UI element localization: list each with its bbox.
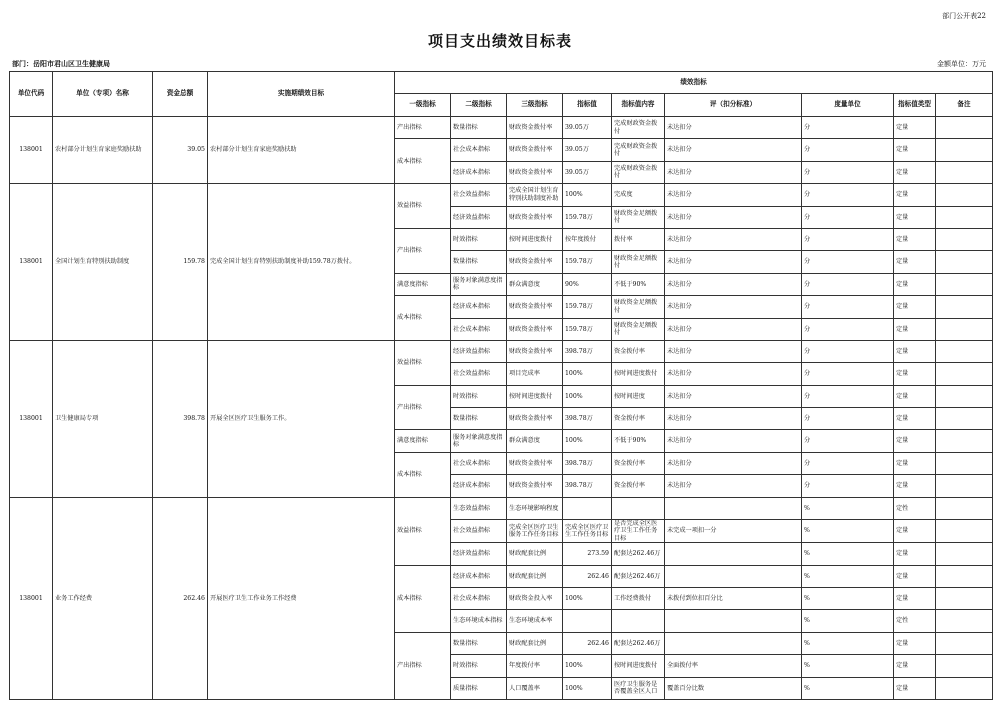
value-type-cell: 定性	[894, 610, 936, 632]
header-content: 指标值内容	[612, 94, 665, 117]
level3-cell: 财政配套比例	[507, 543, 563, 565]
level2-cell: 数量指标	[451, 632, 507, 654]
amount-unit-label: 金额单位：万元	[937, 60, 986, 68]
scoring-cell: 未达扣分	[665, 430, 802, 452]
scoring-cell	[665, 565, 802, 587]
measure-unit-cell: 分	[802, 206, 894, 228]
measure-unit-cell: 分	[802, 475, 894, 497]
level1-cell: 产出指标	[395, 632, 451, 699]
value-type-cell: 定量	[894, 184, 936, 206]
header-level1: 一级指标	[395, 94, 451, 117]
header-value: 指标值	[563, 94, 612, 117]
content-cell: 配套达262.46万	[612, 543, 665, 565]
level2-cell: 社会成本指标	[451, 452, 507, 474]
unit-code-cell: 138001	[10, 184, 53, 341]
level1-cell: 满意度指标	[395, 430, 451, 452]
value-cell: 159.78万	[563, 251, 612, 273]
level2-cell: 服务对象满意度指标	[451, 273, 507, 295]
level1-cell: 产出指标	[395, 228, 451, 273]
value-cell: 39.05万	[563, 117, 612, 139]
level2-cell: 经济成本指标	[451, 296, 507, 318]
value-cell: 159.78万	[563, 318, 612, 340]
remarks-cell	[936, 677, 993, 699]
scoring-cell: 未完成一项扣一分	[665, 520, 802, 543]
remarks-cell	[936, 632, 993, 654]
table-header-row-1	[10, 72, 993, 94]
project-name-cell: 全国计划生育特别扶助制度	[53, 184, 153, 341]
value-type-cell: 定量	[894, 408, 936, 430]
value-cell: 262.46	[563, 565, 612, 587]
content-cell: 资金拨付率	[612, 452, 665, 474]
remarks-cell	[936, 610, 993, 632]
level1-cell: 产出指标	[395, 385, 451, 430]
level2-cell: 社会效益指标	[451, 184, 507, 206]
scoring-cell: 覆盖百分比数	[665, 677, 802, 699]
scoring-cell: 未达扣分	[665, 340, 802, 362]
measure-unit-cell: %	[802, 588, 894, 610]
scoring-cell: 未达扣分	[665, 206, 802, 228]
total-funds-cell: 262.46	[153, 497, 208, 699]
value-cell: 398.78万	[563, 452, 612, 474]
level3-cell: 按时间进度拨付	[507, 385, 563, 407]
level2-cell: 数量指标	[451, 117, 507, 139]
remarks-cell	[936, 452, 993, 474]
remarks-cell	[936, 385, 993, 407]
content-cell: 不低于90%	[612, 273, 665, 295]
content-cell: 医疗卫生服务是否覆盖全区人口	[612, 677, 665, 699]
level1-cell: 成本指标	[395, 565, 451, 632]
level3-cell: 项目完成率	[507, 363, 563, 385]
level3-cell: 财政资金拨付率	[507, 139, 563, 161]
content-cell: 按时间进度	[612, 385, 665, 407]
measure-unit-cell: 分	[802, 318, 894, 340]
value-type-cell: 定量	[894, 251, 936, 273]
value-type-cell: 定量	[894, 475, 936, 497]
level3-cell: 财政配套比例	[507, 632, 563, 654]
content-cell: 资金拨付率	[612, 340, 665, 362]
level3-cell: 财政资金拨付率	[507, 340, 563, 362]
header-value-type: 指标值类型	[894, 94, 936, 117]
unit-code-cell: 138001	[10, 117, 53, 184]
value-cell: 完成全区医疗卫生工作任务目标	[563, 520, 612, 543]
content-cell: 是否完成全区医疗卫生工作任务目标	[612, 520, 665, 543]
value-type-cell: 定量	[894, 206, 936, 228]
remarks-cell	[936, 206, 993, 228]
remarks-cell	[936, 520, 993, 543]
target-cell: 开展全区医疗卫生服务工作。	[208, 340, 395, 497]
remarks-cell	[936, 543, 993, 565]
value-type-cell: 定量	[894, 296, 936, 318]
value-cell	[563, 497, 612, 519]
scoring-cell: 未达扣分	[665, 475, 802, 497]
level2-cell: 时效指标	[451, 228, 507, 250]
content-cell: 按时间进度拨付	[612, 655, 665, 677]
level3-cell: 财政资金投入率	[507, 588, 563, 610]
header-project-name: 单位（专项）名称	[53, 72, 153, 117]
scoring-cell: 未达扣分	[665, 408, 802, 430]
measure-unit-cell: %	[802, 632, 894, 654]
value-cell: 262.46	[563, 632, 612, 654]
header-total-funds: 资金总额	[153, 72, 208, 117]
value-type-cell: 定性	[894, 497, 936, 519]
content-cell: 工作经费拨付	[612, 588, 665, 610]
scoring-cell: 未达扣分	[665, 273, 802, 295]
remarks-cell	[936, 565, 993, 587]
level3-cell: 年度拨付率	[507, 655, 563, 677]
level2-cell: 时效指标	[451, 385, 507, 407]
level2-cell: 服务对象满意度指标	[451, 430, 507, 452]
value-type-cell: 定量	[894, 520, 936, 543]
level3-cell: 财政资金拨付率	[507, 117, 563, 139]
content-cell: 财政资金足额拨付	[612, 251, 665, 273]
scoring-cell: 未达扣分	[665, 251, 802, 273]
level3-cell: 完成全区医疗卫生服务工作任务目标	[507, 520, 563, 543]
content-cell: 完成财政资金拨付	[612, 117, 665, 139]
value-type-cell: 定量	[894, 385, 936, 407]
table-number-label: 部门公开表22	[942, 12, 986, 20]
scoring-cell	[665, 632, 802, 654]
level3-cell: 财政配套比例	[507, 565, 563, 587]
remarks-cell	[936, 363, 993, 385]
remarks-cell	[936, 430, 993, 452]
measure-unit-cell: 分	[802, 251, 894, 273]
content-cell: 财政资金足额拨付	[612, 318, 665, 340]
content-cell	[612, 497, 665, 519]
scoring-cell: 未达扣分	[665, 363, 802, 385]
level2-cell: 时效指标	[451, 655, 507, 677]
remarks-cell	[936, 497, 993, 519]
level3-cell: 群众满意度	[507, 430, 563, 452]
level3-cell: 财政资金拨付率	[507, 251, 563, 273]
measure-unit-cell: %	[802, 677, 894, 699]
measure-unit-cell: 分	[802, 408, 894, 430]
value-cell: 90%	[563, 273, 612, 295]
measure-unit-cell: 分	[802, 184, 894, 206]
level2-cell: 经济成本指标	[451, 565, 507, 587]
measure-unit-cell: 分	[802, 117, 894, 139]
scoring-cell: 未达扣分	[665, 228, 802, 250]
value-cell: 39.05万	[563, 161, 612, 183]
level3-cell: 按时间进度拨付	[507, 228, 563, 250]
content-cell: 完成财政资金拨付	[612, 139, 665, 161]
level3-cell: 财政资金拨付率	[507, 161, 563, 183]
level3-cell: 生态环境影响程度	[507, 497, 563, 519]
measure-unit-cell: %	[802, 543, 894, 565]
table-row	[10, 117, 993, 139]
remarks-cell	[936, 273, 993, 295]
header-remarks: 备注	[936, 94, 993, 117]
level3-cell: 人口覆盖率	[507, 677, 563, 699]
level3-cell: 财政资金拨付率	[507, 318, 563, 340]
remarks-cell	[936, 251, 993, 273]
measure-unit-cell: %	[802, 497, 894, 519]
value-type-cell: 定量	[894, 543, 936, 565]
level2-cell: 社会效益指标	[451, 363, 507, 385]
level2-cell: 社会效益指标	[451, 520, 507, 543]
level2-cell: 生态效益指标	[451, 497, 507, 519]
scoring-cell: 未达扣分	[665, 117, 802, 139]
measure-unit-cell: 分	[802, 139, 894, 161]
measure-unit-cell: %	[802, 655, 894, 677]
value-type-cell: 定量	[894, 430, 936, 452]
value-cell: 100%	[563, 430, 612, 452]
value-cell: 273.59	[563, 543, 612, 565]
value-cell: 100%	[563, 363, 612, 385]
value-cell: 159.78万	[563, 296, 612, 318]
level2-cell: 数量指标	[451, 251, 507, 273]
remarks-cell	[936, 117, 993, 139]
level2-cell: 经济效益指标	[451, 340, 507, 362]
level1-cell: 满意度指标	[395, 273, 451, 295]
target-cell: 完成全国计划生育特别扶助制度补助159.78万拨付。	[208, 184, 395, 341]
level1-cell: 效益指标	[395, 184, 451, 229]
header-level2: 二级指标	[451, 94, 507, 117]
content-cell: 财政资金足额拨付	[612, 296, 665, 318]
level2-cell: 社会成本指标	[451, 139, 507, 161]
page-title: 项目支出绩效目标表	[427, 32, 572, 50]
scoring-cell: 未达扣分	[665, 161, 802, 183]
value-cell: 398.78万	[563, 475, 612, 497]
level2-cell: 数量指标	[451, 408, 507, 430]
level2-cell: 质量指标	[451, 677, 507, 699]
level3-cell: 财政资金拨付率	[507, 408, 563, 430]
scoring-cell: 未达扣分	[665, 184, 802, 206]
remarks-cell	[936, 475, 993, 497]
scoring-cell: 未达扣分	[665, 318, 802, 340]
remarks-cell	[936, 340, 993, 362]
level2-cell: 经济成本指标	[451, 161, 507, 183]
level1-cell: 成本指标	[395, 452, 451, 497]
value-type-cell: 定量	[894, 139, 936, 161]
level3-cell: 财政资金拨付率	[507, 296, 563, 318]
content-cell: 财政资金足额拨付	[612, 206, 665, 228]
unit-code-cell: 138001	[10, 497, 53, 699]
level1-cell: 成本指标	[395, 296, 451, 341]
remarks-cell	[936, 228, 993, 250]
value-type-cell: 定量	[894, 677, 936, 699]
scoring-cell	[665, 543, 802, 565]
value-type-cell: 定量	[894, 363, 936, 385]
measure-unit-cell: 分	[802, 161, 894, 183]
level1-cell: 产出指标	[395, 117, 451, 139]
value-type-cell: 定量	[894, 655, 936, 677]
level3-cell: 财政资金拨付率	[507, 475, 563, 497]
value-cell: 159.78万	[563, 206, 612, 228]
remarks-cell	[936, 588, 993, 610]
value-type-cell: 定量	[894, 340, 936, 362]
value-type-cell: 定量	[894, 452, 936, 474]
measure-unit-cell: 分	[802, 452, 894, 474]
value-cell: 100%	[563, 655, 612, 677]
measure-unit-cell: %	[802, 610, 894, 632]
content-cell: 按时间进度拨付	[612, 363, 665, 385]
value-type-cell: 定量	[894, 565, 936, 587]
level2-cell: 生态环境成本指标	[451, 610, 507, 632]
scoring-cell: 未达扣分	[665, 452, 802, 474]
content-cell: 拨付率	[612, 228, 665, 250]
measure-unit-cell: 分	[802, 273, 894, 295]
total-funds-cell: 39.05	[153, 117, 208, 184]
level2-cell: 经济效益指标	[451, 206, 507, 228]
remarks-cell	[936, 296, 993, 318]
table-row	[10, 340, 993, 362]
scoring-cell: 未拨付到位扣百分比	[665, 588, 802, 610]
scoring-cell: 未达扣分	[665, 296, 802, 318]
project-name-cell: 业务工作经费	[53, 497, 153, 699]
value-type-cell: 定量	[894, 161, 936, 183]
header-measure-unit: 度量单位	[802, 94, 894, 117]
content-cell	[612, 610, 665, 632]
project-name-cell: 农村部分计划生育家庭奖励扶助	[53, 117, 153, 184]
performance-target-table	[9, 71, 993, 700]
level3-cell: 完成全国计划生育特别扶助制度补助	[507, 184, 563, 206]
value-type-cell: 定量	[894, 228, 936, 250]
value-cell: 100%	[563, 184, 612, 206]
header-scoring: 评（扣分标准）	[665, 94, 802, 117]
remarks-cell	[936, 184, 993, 206]
level3-cell: 群众满意度	[507, 273, 563, 295]
scoring-cell	[665, 497, 802, 519]
header-target: 实施期绩效目标	[208, 72, 395, 117]
level3-cell: 财政资金拨付率	[507, 206, 563, 228]
header-level3: 三级指标	[507, 94, 563, 117]
table-body	[10, 117, 993, 700]
content-cell: 不低于90%	[612, 430, 665, 452]
content-cell: 配套达262.46万	[612, 632, 665, 654]
remarks-cell	[936, 408, 993, 430]
content-cell: 配套达262.46万	[612, 565, 665, 587]
level3-cell: 生态环境成本率	[507, 610, 563, 632]
header-indicators: 绩效指标	[395, 72, 993, 94]
measure-unit-cell: 分	[802, 363, 894, 385]
value-cell: 398.78万	[563, 408, 612, 430]
value-cell: 39.05万	[563, 139, 612, 161]
content-cell: 完成度	[612, 184, 665, 206]
value-cell: 100%	[563, 588, 612, 610]
scoring-cell	[665, 610, 802, 632]
value-type-cell: 定量	[894, 273, 936, 295]
measure-unit-cell: %	[802, 565, 894, 587]
remarks-cell	[936, 318, 993, 340]
content-cell: 资金拨付率	[612, 475, 665, 497]
content-cell: 完成财政资金拨付	[612, 161, 665, 183]
scoring-cell: 未达扣分	[665, 385, 802, 407]
level1-cell: 成本指标	[395, 139, 451, 184]
level1-cell: 效益指标	[395, 340, 451, 385]
table-row	[10, 497, 993, 519]
table-row	[10, 184, 993, 206]
remarks-cell	[936, 139, 993, 161]
scoring-cell: 全面拨付率	[665, 655, 802, 677]
level2-cell: 社会成本指标	[451, 318, 507, 340]
total-funds-cell: 159.78	[153, 184, 208, 341]
level3-cell: 财政资金拨付率	[507, 452, 563, 474]
content-cell: 资金拨付率	[612, 408, 665, 430]
header-unit-code: 单位代码	[10, 72, 53, 117]
value-type-cell: 定量	[894, 318, 936, 340]
total-funds-cell: 398.78	[153, 340, 208, 497]
value-cell: 100%	[563, 677, 612, 699]
value-cell: 398.78万	[563, 340, 612, 362]
remarks-cell	[936, 161, 993, 183]
value-cell: 按年度拨付	[563, 228, 612, 250]
measure-unit-cell: 分	[802, 340, 894, 362]
measure-unit-cell: 分	[802, 385, 894, 407]
project-name-cell: 卫生健康局专项	[53, 340, 153, 497]
measure-unit-cell: 分	[802, 296, 894, 318]
measure-unit-cell: 分	[802, 228, 894, 250]
scoring-cell: 未达扣分	[665, 139, 802, 161]
measure-unit-cell: 分	[802, 430, 894, 452]
value-type-cell: 定量	[894, 588, 936, 610]
level2-cell: 经济效益指标	[451, 543, 507, 565]
department-label: 部门：岳阳市君山区卫生健康局	[12, 59, 110, 68]
target-cell: 农村部分计划生育家庭奖励扶助	[208, 117, 395, 184]
unit-code-cell: 138001	[10, 340, 53, 497]
value-type-cell: 定量	[894, 117, 936, 139]
value-cell: 100%	[563, 385, 612, 407]
level1-cell: 效益指标	[395, 497, 451, 565]
level2-cell: 社会成本指标	[451, 588, 507, 610]
remarks-cell	[936, 655, 993, 677]
value-cell	[563, 610, 612, 632]
measure-unit-cell: %	[802, 520, 894, 543]
target-cell: 开展医疗卫生工作业务工作经费	[208, 497, 395, 699]
value-type-cell: 定量	[894, 632, 936, 654]
level2-cell: 经济成本指标	[451, 475, 507, 497]
